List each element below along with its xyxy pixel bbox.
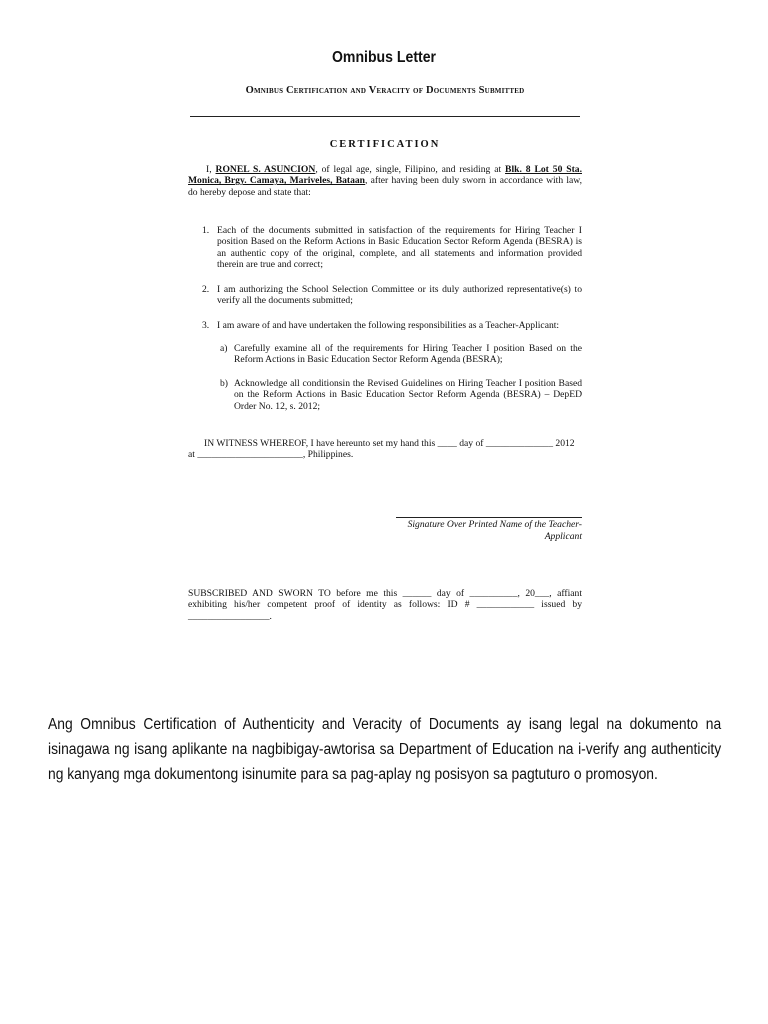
intro-text-2: , of legal age, single, Filipino, and residing at: [315, 164, 506, 175]
list-item: [202, 320, 582, 331]
item-number: 1.: [202, 225, 210, 236]
applicant-name: RONEL S. ASUNCION: [215, 164, 316, 175]
certification-title: CERTIFICATION: [329, 139, 441, 150]
item-text: I am aware of and have undertaken the following responsibilities as a Teacher-Applicant:: [217, 320, 560, 331]
document-heading: Omnibus Certification and Veracity of Documents Submitted: [245, 85, 525, 96]
sub-item-text: Carefully examine all of the requirements for Hiring Teacher I position Based on the Reform Actions in Basic Education Sector Reform Agenda (BESRA);: [234, 343, 582, 366]
signature-line: [396, 517, 582, 518]
sub-list-item: [220, 378, 582, 412]
sub-list-item: [220, 343, 582, 366]
list-item: [202, 225, 582, 270]
signature-caption: Signature Over Printed Name of the Teacher-Applicant: [407, 519, 582, 542]
page-title: Omnibus Letter: [331, 49, 437, 66]
sub-item-letter: a): [220, 343, 228, 354]
intro-text-1: I,: [206, 164, 216, 175]
list-item: [202, 284, 582, 307]
item-text: I am authorizing the School Selection Committee or its duly authorized representative(s) to verify all the documents submitted;: [217, 284, 582, 307]
jurat-paragraph: SUBSCRIBED AND SWORN TO before me this ______ day of __________, 20___, affiant exhibiting his/her competent proof of identity as follows: ID # ____________ issued by _________________.: [188, 588, 582, 622]
witness-clause: IN WITNESS WHEREOF, I have hereunto set my hand this ____ day of ______________ 2012 at ______________________, Philippines.: [188, 438, 575, 461]
item-text: Each of the documents submitted in satisfaction of the requirements for Hiring Teacher I position Based on the Reform Actions in Basic Education Sector Reform Agenda (BESRA) is an authentic copy of the original, complete, and all statements and information provided therein are true and correct;: [217, 225, 582, 270]
intro-text-3: , after having been duly sworn in accordance with law, do hereby depose and state that:: [188, 175, 582, 198]
heading-rule: [190, 116, 580, 117]
item-number: 2.: [202, 284, 210, 295]
item-number: 3.: [202, 320, 210, 331]
intro-paragraph: [188, 164, 582, 198]
applicant-address: Blk. 8 Lot 50 Sta. Monica, Brgy. Camaya, Mariveles, Bataan: [188, 164, 582, 187]
sub-item-letter: b): [220, 378, 228, 389]
sub-item-text: Acknowledge all conditionsin the Revised Guidelines on Hiring Teacher I position Based on the Reform Actions in Basic Education Sector Reform Agenda (BESRA) – DepED Order No. 12, s. 2012;: [234, 378, 582, 412]
summary-paragraph: Ang Omnibus Certification of Authenticity and Veracity of Documents ay isang legal na dokumento na isinagawa ng isang aplikante na nagbibigay-awtorisa sa Department of Education na i-verify ang authenticity ng kanyang mga dokumentong isinumite para sa pag-aplay ng posisyon sa pagtuturo o promosyon.: [48, 716, 722, 783]
